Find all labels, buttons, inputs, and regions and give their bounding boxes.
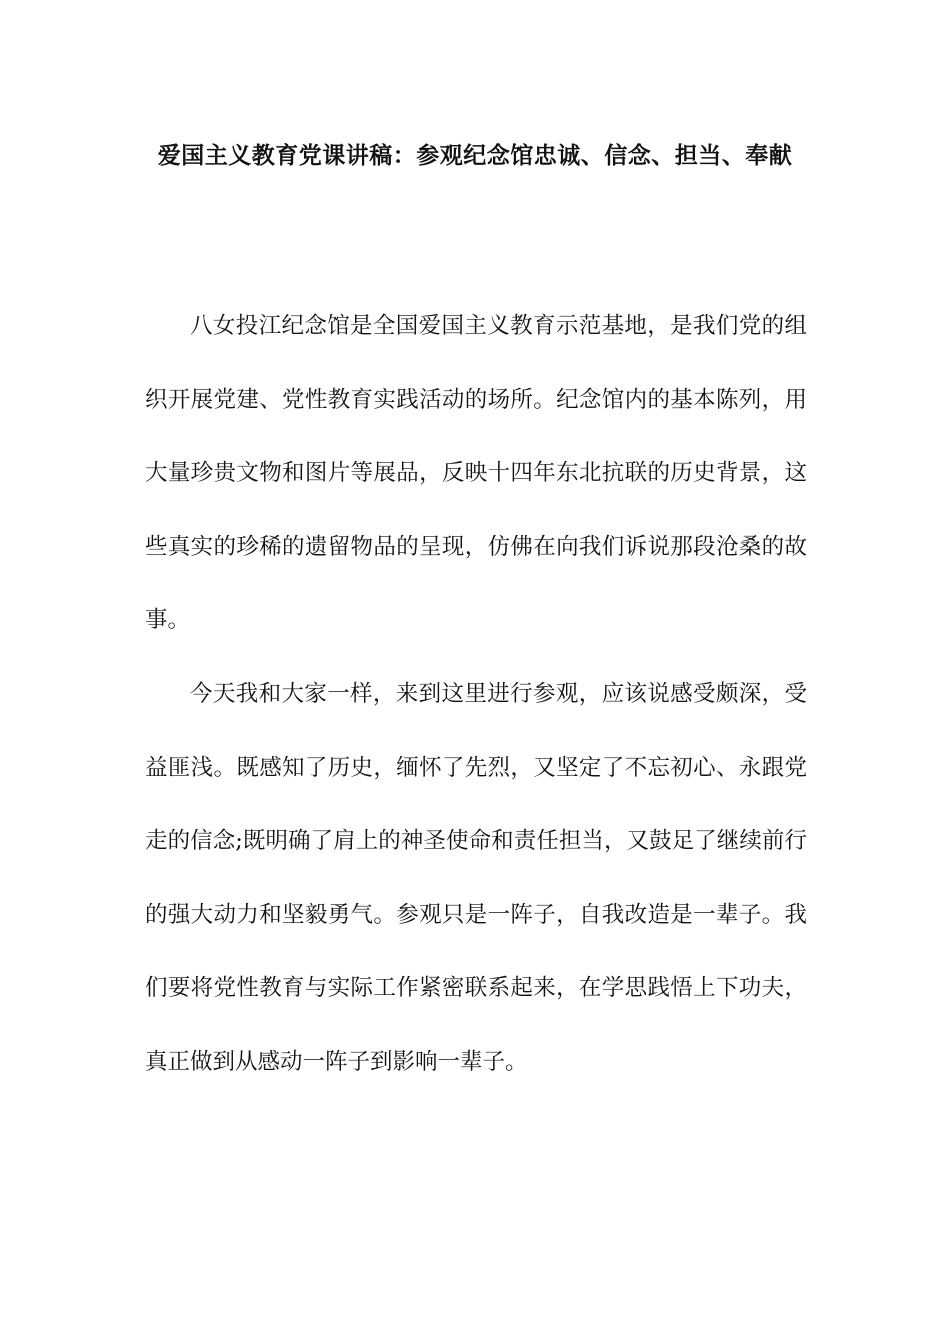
paragraph: 八女投江纪念馆是全国爱国主义教育示范基地，是我们党的组织开展党建、党性教育实践活动的场所。纪念馆内的基本陈列，用大量珍贵文物和图片等展品，反映十四年东北抗联的历史背景，这些真实的珍稀的遗留物品的呈现，仿佛在向我们诉说那段沧桑的故事。 xyxy=(145,313,807,634)
paragraph: 今天我和大家一样，来到这里进行参观，应该说感受颇深，受益匪浅。既感知了历史，缅怀了先烈，又坚定了不忘初心、永跟党走的信念;既明确了肩上的神圣使命和责任担当，又鼓足了继续前行的强大动力和坚毅勇气。参观只是一阵子，自我改造是一辈子。我们要将党性教育与实际工作紧密联系起来，在学思践悟上下功夫，真正做到从感动一阵子到影响一辈子。 xyxy=(145,680,807,1075)
document-title: 爱国主义教育党课讲稿：参观纪念馆忠诚、信念、担当、奉献 xyxy=(157,143,793,169)
document-body xyxy=(145,290,807,1100)
